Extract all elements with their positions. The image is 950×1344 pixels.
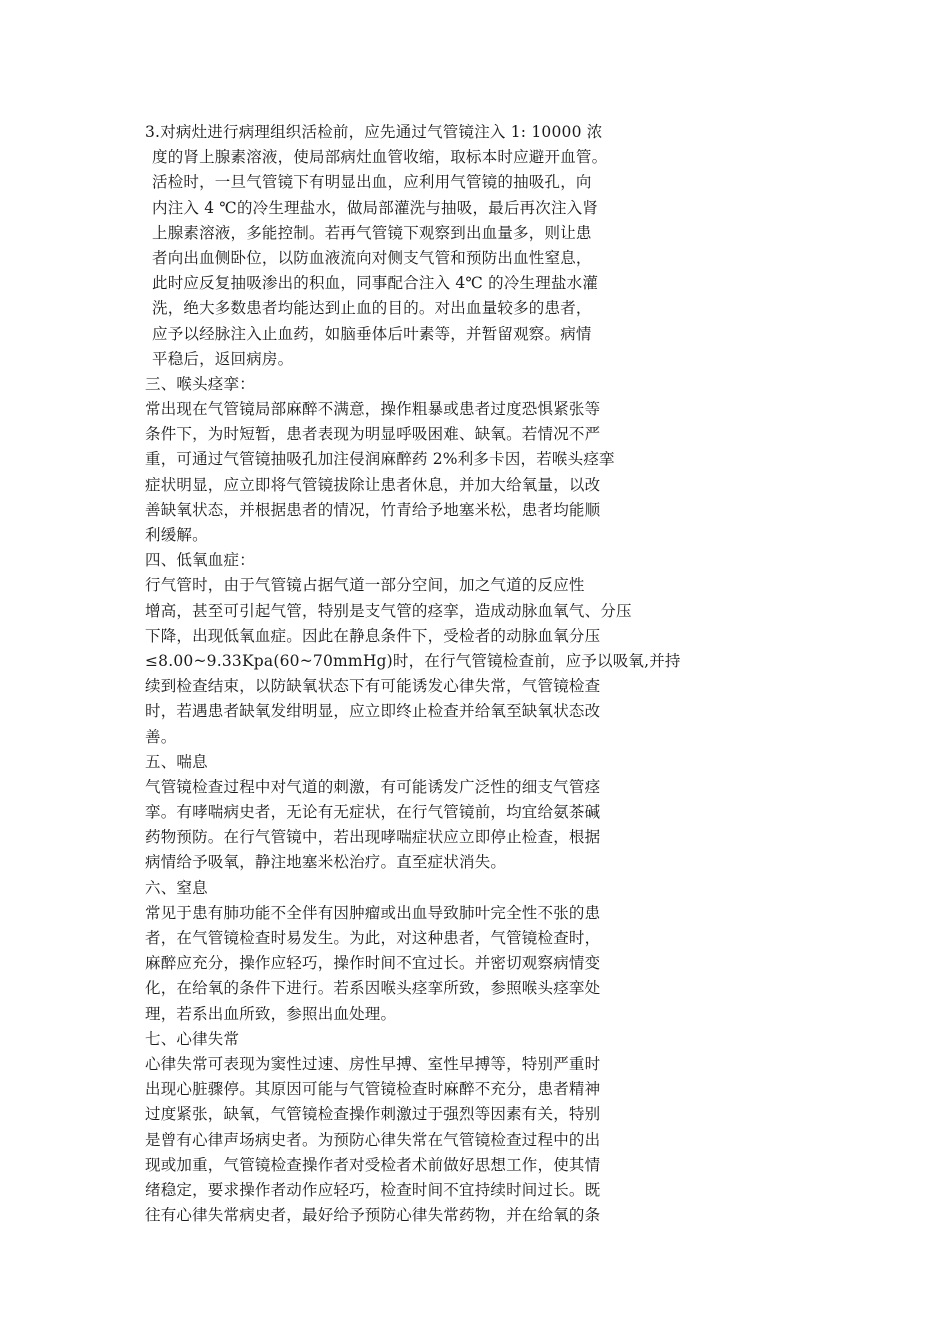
text-line: 时，若遇患者缺氧发绀明显，应立即终止检查并给氧至缺氧状态改 bbox=[145, 702, 601, 721]
text-line: 行气管时，由于气管镜占据气道一部分空间，加之气道的反应性 bbox=[145, 576, 585, 595]
text-line: 化，在给氧的条件下进行。若系因喉头痉挛所致，参照喉头痉挛处 bbox=[145, 979, 601, 998]
text-line: 3.对病灶进行病理组织活检前，应先通过气管镜注入 1: 10000 浓 bbox=[145, 123, 603, 141]
text-line: 挛。有哮喘病史者，无论有无症状，在行气管镜前，均宜给氨茶碱 bbox=[145, 803, 601, 822]
section-heading: 六、窒息 bbox=[145, 878, 208, 897]
text-line: 麻醉应充分，操作应轻巧，操作时间不宜过长。并密切观察病情变 bbox=[145, 954, 601, 973]
text-line: 善。 bbox=[145, 727, 177, 746]
section-heading: 三、喉头痉挛： bbox=[145, 374, 255, 393]
text-line: 增高，甚至可引起气管，特别是支气管的痉挛，造成动脉血氧气、分压 bbox=[145, 601, 632, 620]
text-line: 常出现在气管镜局部麻醉不满意，操作粗暴或患者过度恐惧紧张等 bbox=[145, 400, 601, 419]
text-line: 上腺素溶液，多能控制。若再气管镜下观察到出血量多，则让患 bbox=[152, 223, 592, 242]
text-line: 下降，出现低氧血症。因此在静息条件下，受检者的动脉血氧分压 bbox=[145, 626, 601, 645]
text-line: 内注入 4 ℃的冷生理盐水，做局部灌洗与抽吸，最后再次注入肾 bbox=[152, 198, 599, 217]
text-line: 洗，绝大多数患者均能达到止血的目的。对出血量较多的患者， bbox=[152, 299, 592, 318]
section-heading: 四、低氧血症： bbox=[145, 551, 255, 570]
text-line: 理，若系出血所致，参照出血处理。 bbox=[145, 1004, 397, 1023]
text-line: 症状明显，应立即将气管镜拔除让患者休息，并加大给氧量，以改 bbox=[145, 475, 601, 494]
text-line: 现或加重，气管镜检查操作者对受检者术前做好思想工作，使其情 bbox=[145, 1155, 601, 1174]
text-line: 此时应反复抽吸渗出的积血，同事配合注入 4℃ 的冷生理盐水灌 bbox=[152, 274, 599, 293]
text-line: 应予以经脉注入止血药，如脑垂体后叶素等，并暂留观察。病情 bbox=[152, 324, 592, 343]
section-heading: 五、喘息 bbox=[145, 752, 208, 771]
text-line: 常见于患有肺功能不全伴有因肿瘤或出血导致肺叶完全性不张的患 bbox=[145, 903, 601, 922]
text-line: 是曾有心律声场病史者。为预防心律失常在气管镜检查过程中的出 bbox=[145, 1130, 601, 1149]
text-line: 条件下，为时短暂，患者表现为明显呼吸困难、缺氧。若情况不严 bbox=[145, 425, 601, 444]
text-line: 续到检查结束，以防缺氧状态下有可能诱发心律失常，气管镜检查 bbox=[145, 677, 601, 696]
text-line: 过度紧张，缺氧，气管镜检查操作刺激过于强烈等因素有关，特别 bbox=[145, 1105, 601, 1124]
text-line: 出现心脏骤停。其原因可能与气管镜检查时麻醉不充分，患者精神 bbox=[145, 1080, 601, 1099]
section-heading: 七、心律失常 bbox=[145, 1029, 240, 1048]
text-line: 活检时，一旦气管镜下有明显出血，应利用气管镜的抽吸孔，向 bbox=[152, 173, 592, 192]
text-line: 善缺氧状态，并根据患者的情况，竹青给予地塞米松，患者均能顺 bbox=[145, 500, 601, 519]
text-line: 病情给予吸氧，静注地塞米松治疗。直至症状消失。 bbox=[145, 853, 507, 872]
text-line: 平稳后，返回病房。 bbox=[152, 349, 294, 368]
text-line: 者，在气管镜检查时易发生。为此，对这种患者，气管镜检查时， bbox=[145, 929, 601, 947]
text-line: 绪稳定，要求操作者动作应轻巧，检查时间不宜持续时间过长。既 bbox=[145, 1180, 601, 1199]
text-line: 重，可通过气管镜抽吸孔加注侵润麻醉药 2%利多卡因，若喉头痉挛 bbox=[145, 450, 615, 469]
text-line: 者向出血侧卧位，以防血液流向对侧支气管和预防出血性窒息， bbox=[152, 248, 592, 267]
text-line: 往有心律失常病史者，最好给予预防心律失常药物，并在给氧的条 bbox=[145, 1206, 601, 1225]
text-line: 利缓解。 bbox=[145, 526, 208, 544]
text-line: 气管镜检查过程中对气道的刺激，有可能诱发广泛性的细支气管痉 bbox=[145, 777, 601, 796]
text-line: 药物预防。在行气管镜中，若出现哮喘症状应立即停止检查，根据 bbox=[145, 828, 601, 847]
document-body bbox=[145, 120, 685, 1228]
text-line: ≤8.00~9.33Kpa(60~70mmHg)时，在行气管镜检查前，应予以吸氧,并持 bbox=[145, 651, 681, 670]
text-line: 度的肾上腺素溶液，使局部病灶血管收缩，取标本时应避开血管。 bbox=[152, 148, 608, 167]
text-line: 心律失常可表现为窦性过速、房性早搏、室性早搏等，特别严重时 bbox=[145, 1054, 601, 1073]
